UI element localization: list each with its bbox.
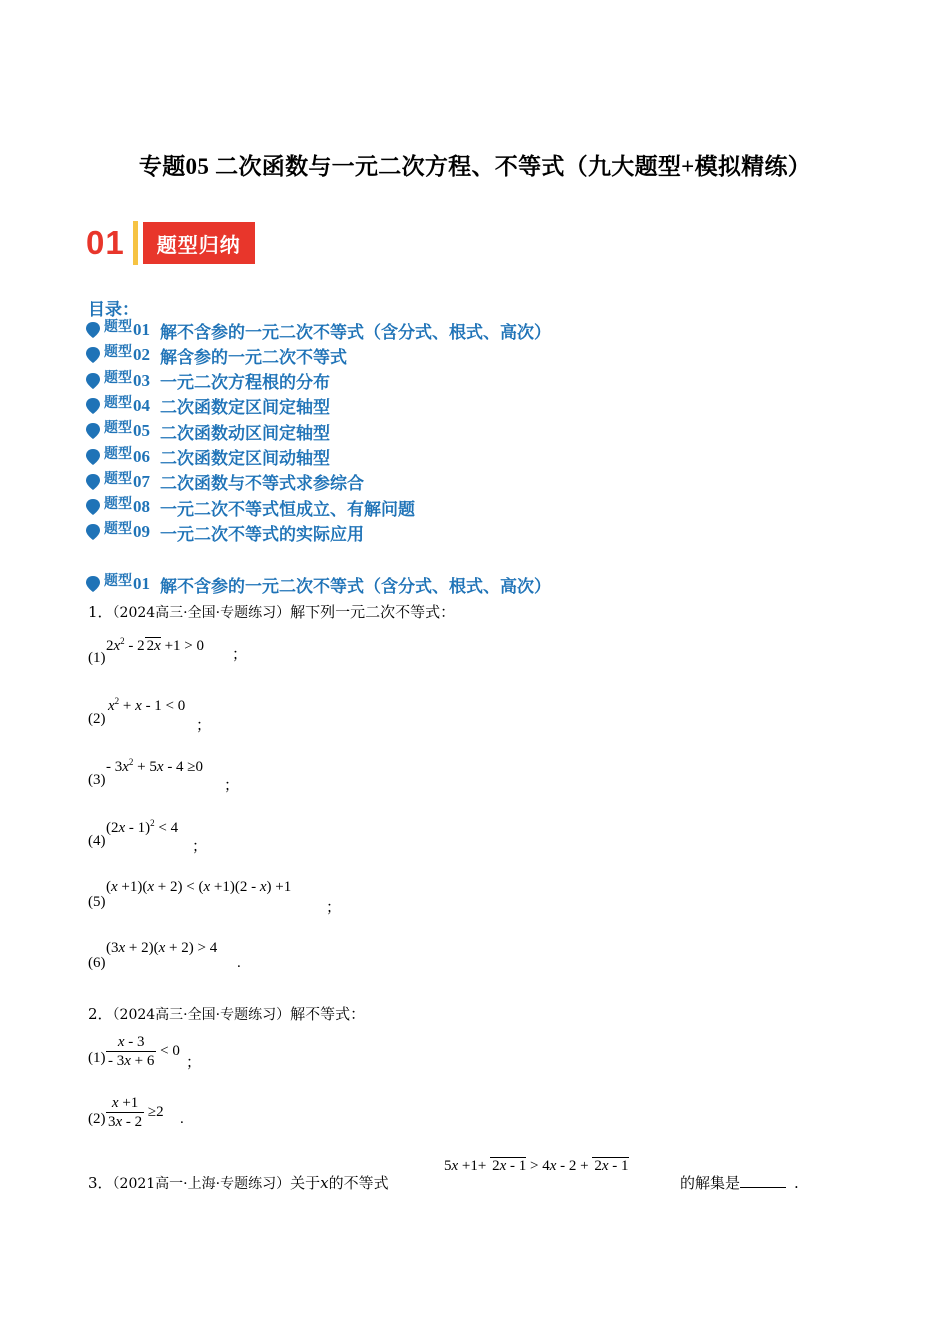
- toc-item-tag: 题型: [104, 521, 132, 538]
- q1-part-4-formula: (2x - 1)$^2$ < 4: [106, 818, 179, 836]
- toc-item-tag: 题型: [104, 319, 132, 335]
- question-source: （2024高三·全国·专题练习）: [112, 1007, 291, 1023]
- question-3: [88, 1172, 389, 1193]
- q3-answer: [680, 1172, 799, 1193]
- type-title: 解不含参的一元二次不等式（含分式、根式、高次）: [160, 576, 551, 597]
- q1-part-1-punct: ；: [232, 647, 248, 663]
- question-number: 3．: [88, 1174, 113, 1192]
- q1-part-2-label: (2): [88, 711, 106, 727]
- pin-icon: [84, 321, 102, 339]
- toc-item-08[interactable]: [84, 495, 415, 519]
- q1-part-5-punct: ；: [326, 900, 342, 916]
- toc-item-title: 一元二次不等式恒成立、有解问题: [160, 499, 415, 520]
- pin-icon: [84, 372, 102, 390]
- section-badge: [86, 220, 255, 266]
- current-type-heading: [84, 572, 551, 596]
- q3-formula: 5x +1+ 2x - 1 > 4x - 2 + 2x - 1: [444, 1158, 629, 1174]
- answer-blank[interactable]: [740, 1187, 786, 1188]
- q1-part-3-punct: ；: [224, 778, 240, 794]
- question-number: 2．: [88, 1005, 113, 1023]
- toc-item-05[interactable]: [84, 419, 330, 443]
- q2-part-2-punct: .: [180, 1111, 184, 1127]
- section-label: 题型归纳: [143, 222, 255, 264]
- toc-item-number: 05: [133, 421, 150, 441]
- toc-item-09[interactable]: [84, 520, 364, 544]
- q1-part-1-formula: $2x^2 - 2$ 2x +1 > 0: [106, 636, 205, 654]
- type-number: 01: [133, 574, 150, 593]
- pin-icon: [84, 575, 102, 593]
- toc-item-number: 09: [133, 522, 150, 542]
- q2-part-1-label: (1): [88, 1050, 106, 1066]
- pin-icon: [84, 448, 102, 466]
- toc-item-number: 07: [133, 471, 150, 491]
- toc-item-01[interactable]: [84, 318, 551, 342]
- section-number: 01: [86, 224, 125, 261]
- page-title: 专题05 二次函数与一元二次方程、不等式（九大题型+模拟精练）: [138, 154, 812, 179]
- toc-item-04[interactable]: [84, 394, 330, 418]
- question-1: [88, 601, 455, 622]
- q1-part-6-punct: .: [237, 955, 241, 971]
- q2-part-1-formula: $\frac{x - 3}{- 3x + 6}$ < 0: [108, 1034, 180, 1069]
- toc-item-07[interactable]: [84, 470, 364, 494]
- toc-item-title: 二次函数定区间动轴型: [160, 449, 330, 469]
- q1-part-2-formula: $x^2 + x - 1 < 0$: [108, 696, 186, 714]
- section-divider: [133, 221, 138, 265]
- toc-item-tag: 题型: [104, 344, 132, 361]
- type-tag: 题型: [104, 573, 132, 589]
- question-2: [88, 1003, 365, 1024]
- toc-item-tag: 题型: [104, 496, 132, 513]
- question-text-before: 关于: [290, 1174, 321, 1192]
- toc-item-number: 03: [133, 370, 150, 390]
- question-end: .: [794, 1174, 799, 1192]
- toc-item-number: 02: [133, 345, 150, 365]
- q2-part-1-punct: ；: [186, 1055, 202, 1071]
- toc-item-tag: 题型: [104, 445, 132, 462]
- toc-item-number: 04: [133, 395, 150, 415]
- q1-part-5-formula: (x +1)(x + 2) < (x +1)(2 - x) +1: [106, 879, 292, 895]
- toc-item-title: 一元二次方程根的分布: [160, 373, 330, 394]
- toc-item-number: 08: [133, 497, 150, 517]
- q1-part-4-punct: ；: [192, 839, 208, 855]
- q1-part-4-label: (4): [88, 833, 106, 849]
- question-variable: x: [320, 1174, 329, 1192]
- toc-item-tag: 题型: [104, 420, 132, 437]
- pin-icon: [84, 422, 102, 440]
- toc-item-title: 二次函数与不等式求参综合: [160, 474, 364, 495]
- toc-item-tag: 题型: [104, 369, 132, 386]
- q1-part-6-label: (6): [88, 955, 106, 971]
- toc-item-title: 二次函数动区间定轴型: [160, 423, 330, 444]
- question-number: 1．: [88, 603, 113, 621]
- toc-item-tag: 题型: [104, 394, 132, 411]
- toc-heading: 目录：: [88, 300, 139, 320]
- q1-part-2-punct: ；: [196, 718, 212, 734]
- pin-icon: [84, 498, 102, 516]
- q2-part-2-label: (2): [88, 1111, 106, 1127]
- question-text-mid: 的不等式: [328, 1174, 389, 1192]
- q2-part-2-formula: $\frac{x +1}{3x - 2}$ ≥2: [108, 1095, 164, 1130]
- toc-item-02[interactable]: [84, 343, 347, 367]
- question-text: 解不等式：: [290, 1005, 366, 1023]
- q1-part-1-label: (1): [88, 650, 106, 666]
- toc-item-title: 解含参的一元二次不等式: [160, 347, 347, 368]
- pin-icon: [84, 346, 102, 364]
- toc-item-tag: 题型: [104, 470, 132, 487]
- q1-part-6-formula: (3x + 2)(x + 2) > 4: [106, 940, 218, 956]
- question-source: （2021高一·上海·专题练习）: [112, 1176, 291, 1192]
- q1-part-5-label: (5): [88, 894, 106, 910]
- toc-item-03[interactable]: [84, 369, 330, 393]
- question-text-after: 的解集是: [680, 1174, 741, 1192]
- question-source: （2024高三·全国·专题练习）: [112, 605, 291, 621]
- toc-item-title: 解不含参的一元二次不等式（含分式、根式、高次）: [160, 322, 551, 343]
- toc-item-title: 二次函数定区间定轴型: [160, 398, 330, 419]
- q1-part-3-label: (3): [88, 772, 106, 788]
- question-text: 解下列一元二次不等式：: [290, 603, 456, 621]
- toc-item-06[interactable]: [84, 445, 330, 469]
- q1-part-3-formula: - $3x^2 + 5x - 4 \ge 0$: [106, 757, 204, 775]
- toc-item-number: 06: [133, 446, 150, 466]
- pin-icon: [84, 397, 102, 415]
- toc-item-number: 01: [133, 320, 150, 339]
- pin-icon: [84, 523, 102, 541]
- pin-icon: [84, 473, 102, 491]
- toc-item-title: 一元二次不等式的实际应用: [160, 524, 364, 545]
